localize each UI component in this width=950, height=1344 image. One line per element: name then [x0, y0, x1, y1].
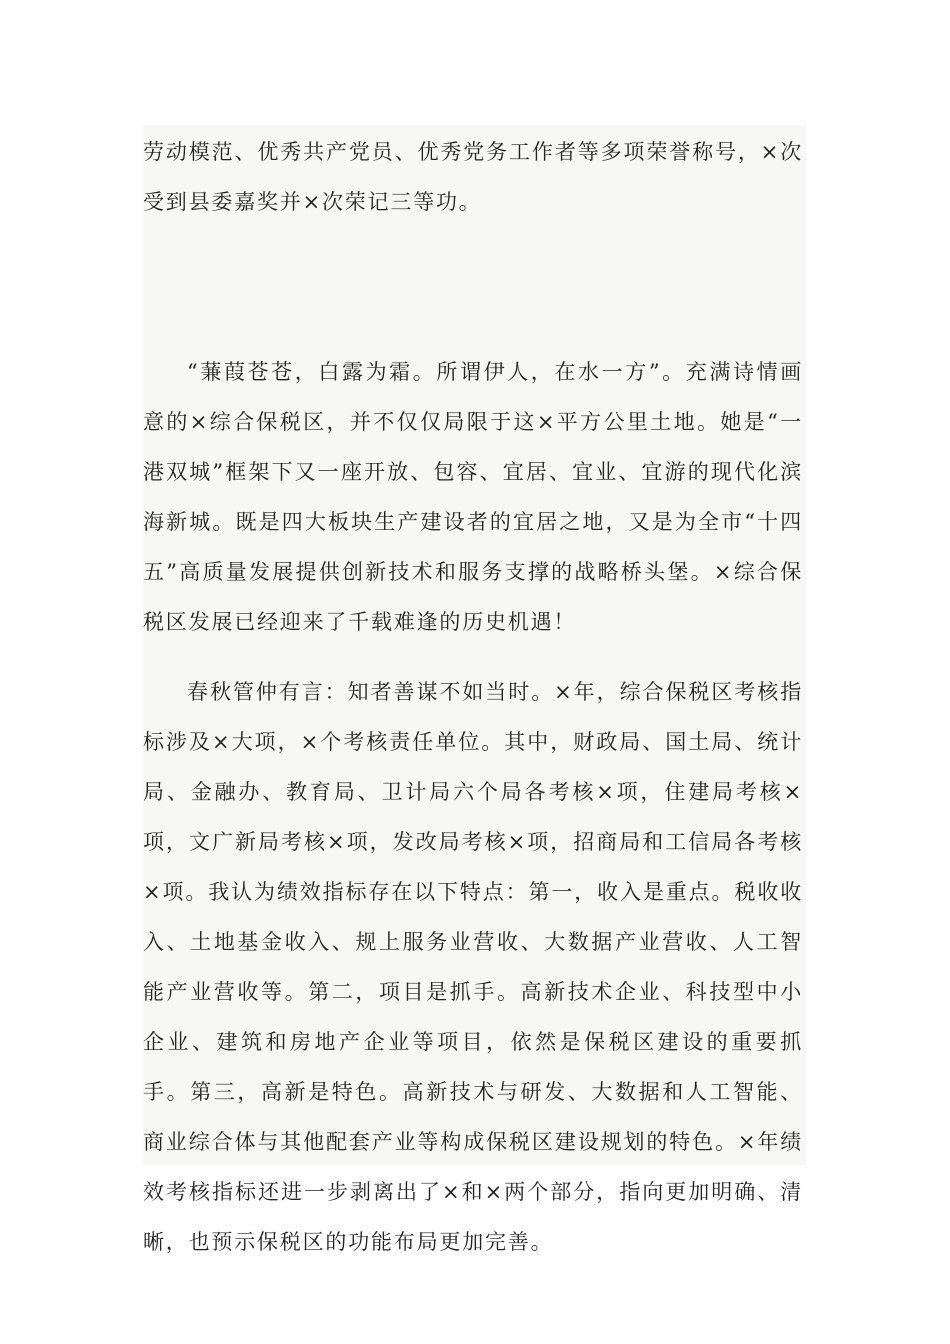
paragraph-1: 劳动模范、优秀共产党员、优秀党务工作者等多项荣誉称号，×次受到县委嘉奖并×次荣记三等功。	[143, 140, 803, 214]
paragraph-2: “蒹葭苍苍，白露为霜。所谓伊人，在水一方”。充满诗情画意的×综合保税区，并不仅仅局限于这×平方公里土地。她是“一港双城”框架下又一座开放、包容、宜居、宜业、宜游的现代化滨海新城。既是四大板块生产建设者的宜居之地，又是为全市“十四五”高质量发展提供创新技术和服务支撑的战略桥头堡。×综合保税区发展已经迎来了千载难逢的历史机遇！	[143, 360, 803, 634]
document-body	[143, 125, 806, 1254]
paragraph-3: 春秋管仲有言：知者善谋不如当时。×年，综合保税区考核指标涉及×大项，×个考核责任单位。其中，财政局、国土局、统计局、金融办、教育局、卫计局六个局各考核×项，住建局考核×项，文广新局考核×项，发改局考核×项，招商局和工信局各考核×项。我认为绩效指标存在以下特点：第一，收入是重点。税收收入、土地基金收入、规上服务业营收、大数据产业营收、人工智能产业营收等。第二，项目是抓手。高新技术企业、科技型中小企业、建筑和房地产企业等项目，依然是保税区建设的重要抓手。第三，高新是特色。高新技术与研发、大数据和人工智能、商业综合体与其他配套产业等构成保税区建设规划的特色。×年绩效考核指标还进一步剥离出了×和×两个部分，指向更加明确、清晰，也预示保税区的功能布局更加完善。	[143, 680, 803, 1254]
